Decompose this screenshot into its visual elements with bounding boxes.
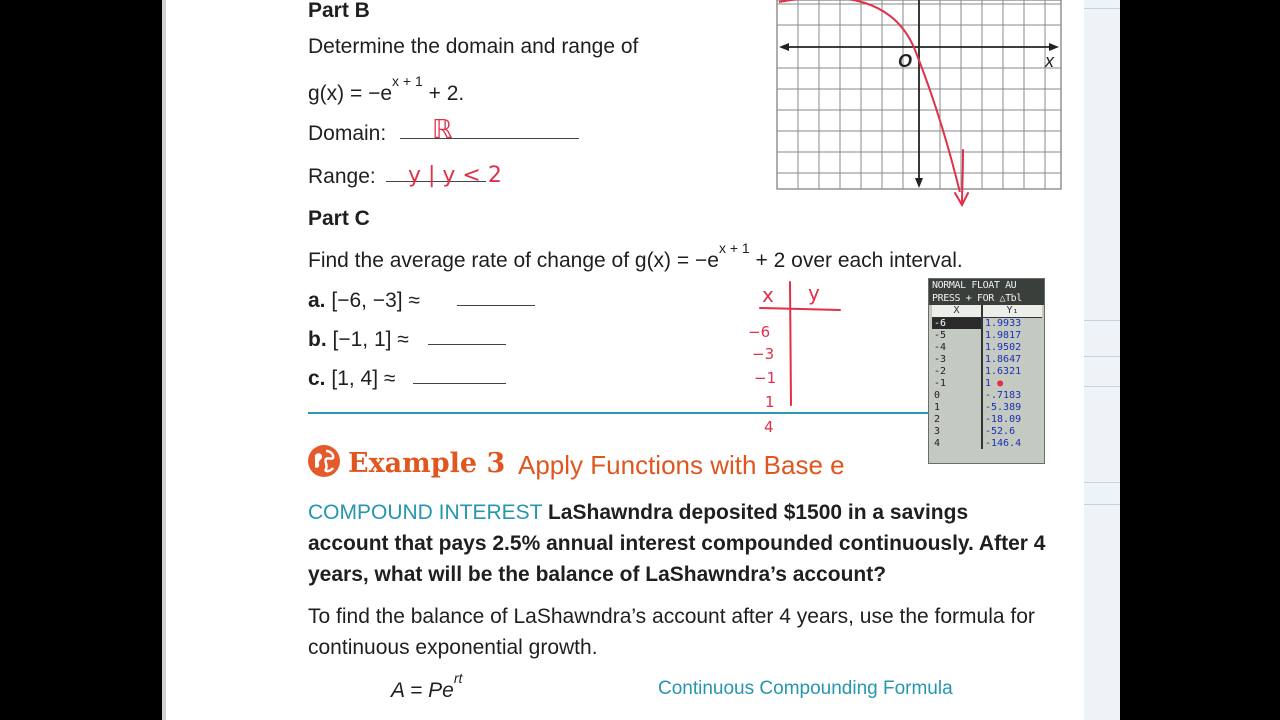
calc-y-cell: 1.9933 bbox=[985, 317, 1022, 329]
table-row bbox=[932, 437, 1042, 449]
table-row bbox=[932, 329, 1042, 341]
marker-dot-icon: ● bbox=[997, 377, 1004, 389]
handwritten-x-value: −1 bbox=[754, 369, 777, 387]
x-axis-label: x bbox=[1045, 51, 1054, 71]
calc-y-cell: 1.8647 bbox=[985, 353, 1022, 365]
range-answer: y | y < 2 bbox=[408, 163, 502, 188]
example-label: Example 3 bbox=[348, 448, 506, 479]
domain-answer: ℝ bbox=[432, 115, 453, 145]
part-b-heading: Part B bbox=[308, 0, 370, 22]
globe-icon bbox=[308, 445, 340, 477]
section-divider bbox=[308, 412, 930, 414]
handwritten-x-value: 4 bbox=[764, 418, 774, 436]
side-panel-divider bbox=[1084, 356, 1120, 357]
handwritten-y-header: y bbox=[808, 281, 820, 305]
domain-answer-line[interactable] bbox=[400, 138, 579, 139]
interval-a bbox=[308, 290, 420, 311]
calc-x-cell: -1 bbox=[932, 377, 982, 389]
interval-a-answer-line[interactable] bbox=[457, 305, 535, 306]
right-letterbox bbox=[1120, 0, 1280, 720]
function-lhs: g(x) = −e bbox=[308, 82, 393, 105]
formula-name: Continuous Compounding Formula bbox=[658, 678, 953, 699]
function-exponent: x + 1 bbox=[392, 73, 423, 89]
calc-y-cell: -18.09 bbox=[985, 413, 1022, 425]
calculator-table bbox=[932, 305, 1042, 449]
calc-col-y: Y₁ bbox=[982, 305, 1042, 317]
part-c-prompt-start: Find the average rate of change of g(x) = −e bbox=[308, 249, 719, 272]
calc-x-cell: 4 bbox=[932, 437, 982, 449]
formula-base: A = Pe bbox=[391, 679, 454, 702]
left-letterbox bbox=[0, 0, 162, 720]
calc-y-cell: 1.6321 bbox=[985, 365, 1022, 377]
side-panel-divider bbox=[1084, 8, 1120, 9]
function-rhs: + 2. bbox=[422, 82, 465, 105]
example-problem-text: LaShawndra deposited $1500 in a savings account that pays 2.5% annual interest compounded continuously. After 4 years, what will be the balance of LaShawndra’s account? bbox=[308, 501, 1046, 586]
part-c-prompt bbox=[308, 240, 963, 272]
calc-y-value: 1 bbox=[985, 377, 992, 389]
calc-y-cell: -146.4 bbox=[985, 437, 1022, 449]
interval-b-text: [−1, 1] ≈ bbox=[332, 328, 409, 351]
interval-c-letter: c. bbox=[308, 367, 326, 390]
calc-x-cell: -3 bbox=[932, 353, 982, 365]
calc-y-cell: -52.6 bbox=[985, 425, 1016, 437]
calc-y-cell: 1.9817 bbox=[985, 329, 1022, 341]
part-b-prompt: Determine the domain and range of bbox=[308, 35, 639, 58]
handwritten-x-value: 1 bbox=[765, 393, 775, 411]
part-b-function bbox=[308, 73, 465, 105]
side-panel-divider bbox=[1084, 504, 1120, 505]
example-problem bbox=[308, 497, 1048, 590]
calc-x-cell: -5 bbox=[932, 329, 982, 341]
interval-c-text: [1, 4] ≈ bbox=[331, 367, 396, 390]
table-row bbox=[932, 353, 1042, 365]
table-row bbox=[932, 365, 1042, 377]
interval-b bbox=[308, 329, 409, 350]
calc-x-cell: 2 bbox=[932, 413, 982, 425]
interval-b-answer-line[interactable] bbox=[428, 344, 506, 345]
calc-y-cell: 1.9502 bbox=[985, 341, 1022, 353]
table-row bbox=[932, 425, 1042, 437]
part-c-exponent: x + 1 bbox=[718, 240, 750, 256]
side-panel bbox=[1084, 0, 1120, 720]
formula bbox=[391, 670, 463, 702]
calc-y-cell: -5.389 bbox=[985, 401, 1022, 413]
table-row bbox=[932, 389, 1042, 401]
table-row bbox=[932, 413, 1042, 425]
domain-label: Domain: bbox=[308, 122, 387, 145]
table-row bbox=[932, 401, 1042, 413]
part-c-prompt-end: + 2 over each interval. bbox=[749, 249, 963, 272]
side-panel-divider bbox=[1084, 482, 1120, 483]
handwritten-x-value: −6 bbox=[748, 323, 771, 341]
interval-a-text: [−6, −3] ≈ bbox=[331, 289, 420, 312]
calc-x-cell: 1 bbox=[932, 401, 982, 413]
calc-x-cell: -2 bbox=[932, 365, 982, 377]
side-panel-divider bbox=[1084, 386, 1120, 387]
calc-y-cell bbox=[982, 377, 1042, 389]
example-topic: COMPOUND INTEREST bbox=[308, 501, 543, 524]
calc-x-cell: 3 bbox=[932, 425, 982, 437]
example-explanation: To find the balance of LaShawndra’s account after 4 years, use the formula for continuous exponential growth. bbox=[308, 605, 1035, 659]
range-answer-line[interactable] bbox=[386, 181, 486, 182]
table-row bbox=[932, 377, 1042, 389]
calculator-status-line: NORMAL FLOAT AU bbox=[929, 279, 1044, 292]
formula-exponent: rt bbox=[453, 670, 463, 686]
interval-a-letter: a. bbox=[308, 289, 326, 312]
calc-x-cell: -4 bbox=[932, 341, 982, 353]
calc-x-cell: 0 bbox=[932, 389, 982, 401]
table-row bbox=[932, 317, 1042, 329]
function-graph bbox=[775, 0, 1063, 192]
part-c-heading: Part C bbox=[308, 207, 370, 230]
origin-label: O bbox=[898, 51, 913, 71]
table-row bbox=[932, 341, 1042, 353]
calc-col-x: X bbox=[932, 305, 982, 317]
handwritten-x-value: −3 bbox=[752, 345, 775, 363]
calc-x-cell: -6 bbox=[932, 317, 982, 329]
calc-y-cell: -.7183 bbox=[985, 389, 1022, 401]
interval-b-letter: b. bbox=[308, 328, 327, 351]
calculator-table-screenshot bbox=[928, 278, 1045, 464]
example-title: Apply Functions with Base e bbox=[518, 450, 845, 480]
interval-c bbox=[308, 368, 395, 389]
interval-c-answer-line[interactable] bbox=[413, 383, 506, 384]
range-label: Range: bbox=[308, 165, 376, 188]
side-panel-divider bbox=[1084, 320, 1120, 321]
calculator-status-line: PRESS + FOR △Tbl bbox=[929, 292, 1044, 305]
handwritten-x-header: x bbox=[762, 283, 774, 307]
